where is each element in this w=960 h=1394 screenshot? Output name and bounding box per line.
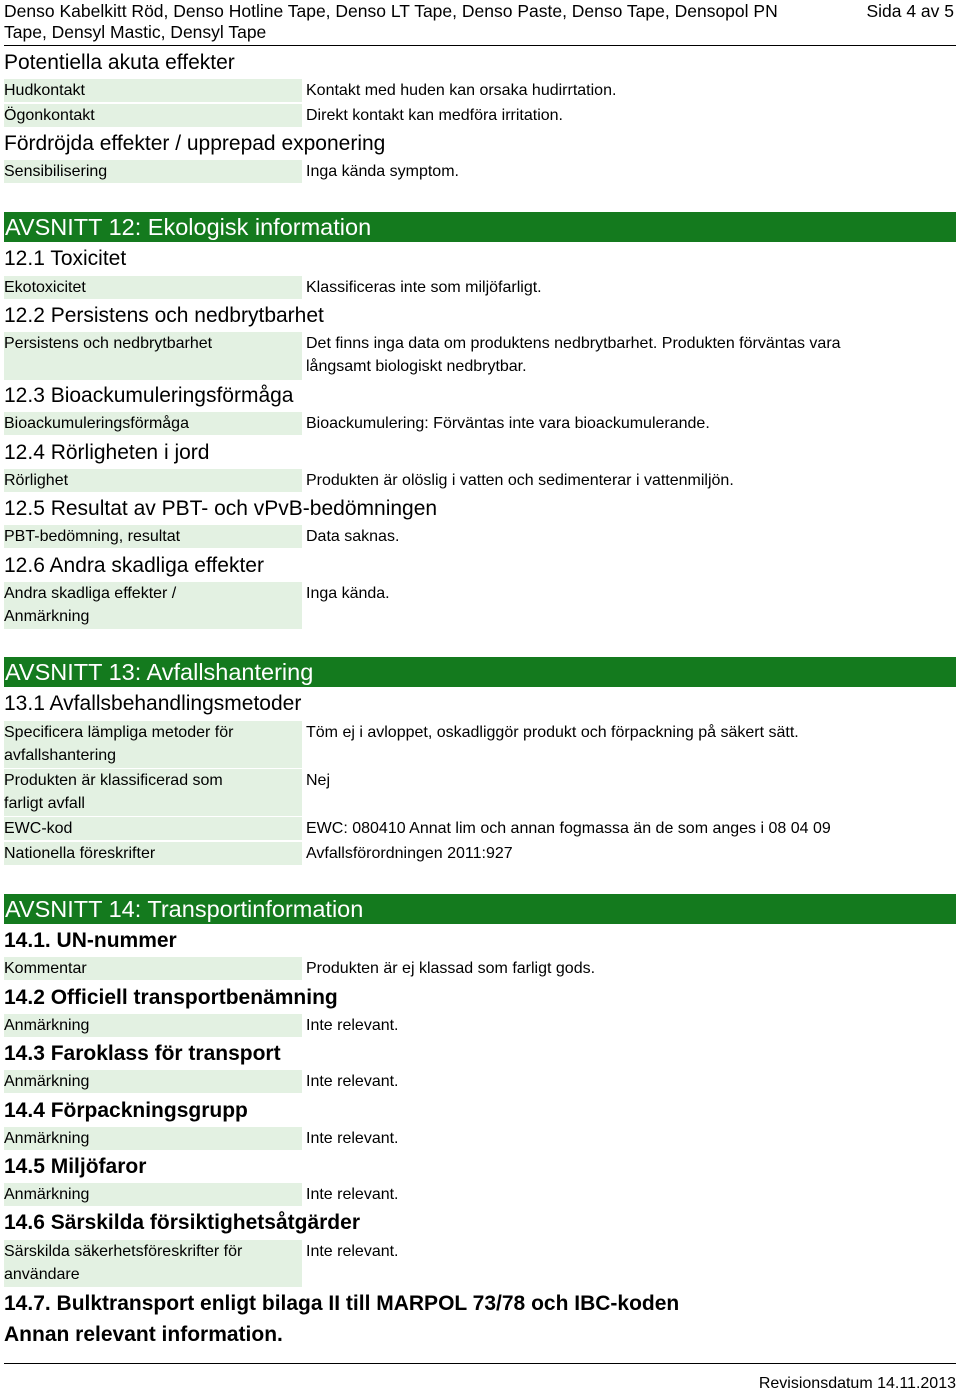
page-header [4,0,956,44]
section-13-title: AVSNITT 13: Avfallshantering [4,657,956,687]
value-kommentar: Produkten är ej klassad som farligt gods. [306,960,596,977]
heading-14-7: 14.7. Bulktransport enligt bilaga II till MARPOL 73/78 och IBC-koden [4,1292,680,1315]
value-bioackumulering: Bioackumulering: Förväntas inte vara bioackumulerande. [306,415,710,432]
label-rorlighet: Rörlighet [4,469,302,492]
heading-14-1: 14.1. UN-nummer [4,929,177,952]
label-ogonkontakt: Ögonkontakt [4,104,302,127]
heading-12-5: 12.5 Resultat av PBT- och vPvB-bedömningen [4,497,438,520]
heading-12-3: 12.3 Bioackumuleringsförmåga [4,384,294,407]
heading-14-2: 14.2 Officiell transportbenämning [4,986,338,1009]
value-andra-skadliga: Inga kända. [306,585,390,602]
label-pbt: PBT-bedömning, resultat [4,525,302,548]
heading-12-2: 12.2 Persistens och nedbrytbarhet [4,304,324,327]
value-anmarkning-14-4: Inte relevant. [306,1130,399,1147]
heading-annan-info: Annan relevant information. [4,1323,283,1346]
header-rule [4,45,956,46]
heading-12-1: 12.1 Toxicitet [4,247,127,270]
document-title: Denso Kabelkitt Röd, Denso Hotline Tape, Denso LT Tape, Denso Paste, Denso Tape, Densopol PN Tape, Densyl Mastic, Densyl Tape [4,1,778,42]
value-hudkontakt: Kontakt med huden kan orsaka hudirrtation. [306,82,617,99]
heading-14-5: 14.5 Miljöfaror [4,1155,147,1178]
label-kommentar: Kommentar [4,957,302,980]
label-bioackumulering: Bioackumuleringsförmåga [4,412,302,435]
heading-14-4: 14.4 Förpackningsgrupp [4,1099,248,1122]
label-ewc-kod: EWC-kod [4,817,302,840]
label-anmarkning-14-2: Anmärkning [4,1014,302,1037]
label-sensibilisering: Sensibilisering [4,160,302,183]
page-number: Sida 4 av 5 [866,1,954,21]
value-ekotoxicitet: Klassificeras inte som miljöfarligt. [306,279,542,296]
label-persistens: Persistens och nedbrytbarhet [4,332,302,380]
section-12-title: AVSNITT 12: Ekologisk information [4,212,956,242]
revision-date: Revisionsdatum 14.11.2013 [758,1375,956,1392]
heading-12-4: 12.4 Rörligheten i jord [4,441,210,464]
heading-14-3: 14.3 Faroklass för transport [4,1042,281,1065]
heading-delayed-effects: Fördröjda effekter / upprepad exponering [4,132,386,155]
heading-14-6: 14.6 Särskilda försiktighetsåtgärder [4,1211,360,1234]
value-farligt-avfall: Nej [306,772,331,789]
value-persistens: Det finns inga data om produktens nedbrytbarhet. Produkten förväntas vara långsamt biologiskt nedbrytbar. [306,335,841,375]
value-sensibilisering: Inga kända symptom. [306,163,459,180]
label-anmarkning-14-5: Anmärkning [4,1183,302,1206]
value-ogonkontakt: Direkt kontakt kan medföra irritation. [306,107,563,124]
value-ewc-kod: EWC: 080410 Annat lim och annan fogmassa än de som anges i 08 04 09 [306,820,831,837]
value-rorlighet: Produkten är olöslig i vatten och sedimenterar i vattenmiljön. [306,472,734,489]
label-ekotoxicitet: Ekotoxicitet [4,276,302,299]
value-anmarkning-14-3: Inte relevant. [306,1073,399,1090]
value-anmarkning-14-5: Inte relevant. [306,1186,399,1203]
heading-12-6: 12.6 Andra skadliga effekter [4,554,264,577]
heading-13-1: 13.1 Avfallsbehandlingsmetoder [4,692,302,715]
value-metoder: Töm ej i avloppet, oskadliggör produkt och förpackning på säkert sätt. [306,724,799,741]
label-sarskilda: Särskilda säkerhetsföreskrifter för användare [4,1240,302,1287]
label-andra-skadliga: Andra skadliga effekter / Anmärkning [4,582,302,629]
label-nationella: Nationella föreskrifter [4,842,302,865]
label-anmarkning-14-4: Anmärkning [4,1127,302,1150]
value-pbt: Data saknas. [306,528,400,545]
value-anmarkning-14-2: Inte relevant. [306,1017,399,1034]
value-sarskilda: Inte relevant. [306,1243,399,1260]
label-farligt-avfall: Produkten är klassificerad som farligt avfall [4,769,302,816]
label-metoder: Specificera lämpliga metoder för avfallshantering [4,721,302,768]
value-nationella: Avfallsförordningen 2011:927 [306,845,513,862]
section-14-title: AVSNITT 14: Transportinformation [4,894,956,924]
footer-rule [4,1363,956,1364]
heading-acute-effects: Potentiella akuta effekter [4,51,235,74]
label-anmarkning-14-3: Anmärkning [4,1070,302,1093]
label-hudkontakt: Hudkontakt [4,79,302,102]
